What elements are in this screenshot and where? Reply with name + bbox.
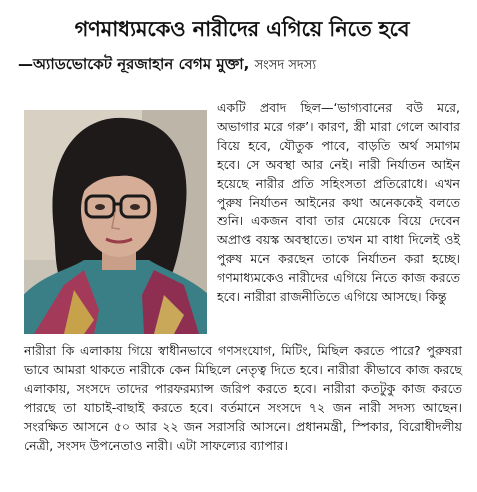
byline bbox=[18, 52, 463, 78]
portrait-illustration bbox=[24, 110, 207, 334]
byline-name: অ্যাডভোকেট নূরজাহান বেগম মুক্তা, bbox=[33, 55, 250, 73]
portrait-photo bbox=[24, 110, 207, 334]
byline-dash: — bbox=[18, 55, 33, 73]
byline-role: সংসদ সদস্য bbox=[254, 58, 317, 73]
article-body-top: একটি প্রবাদ ছিল—‘ভাগ্যবানের বউ মরে, অভাগার মরে গরু’। কারণ, স্ত্রী মারা গেলে আবার বিয়ে হবে, যৌতুক পাবে, বাড়তি অর্থ সমাগম হবে। সে অবস্থা আর নেই। নারী নির্যাতন আইন হয়েছে নারীর প্রতি সহিংসতা প্রতিরোধে। এখন পুরুষ নির্যাতন আইনের কথা অনেককেই বলতে শুনি। একজন বাবা তার মেয়েকে বিয়ে দেবেন অপ্রাপ্ত বয়স্ক অবস্থাতে। তখন মা বাধা দিলেই ওই পুরুষ মনে করছেন তাকে নির্যাতন করা হচ্ছে। গণমাধ্যমকেও নারীদের এগিয়ে নিতে কাজ করতে হবে। নারীরা রাজনীতিতে এগিয়ে আসছে। কিন্তু bbox=[217, 100, 460, 305]
headline: গণমাধ্যমকেও নারীদের এগিয়ে নিতে হবে bbox=[74, 17, 410, 41]
article-body-bottom: নারীরা কি এলাকায় গিয়ে স্বাধীনভাবে গণসংযোগ, মিটিং, মিছিল করতে পারে? পুরুষরা ভাবে আমরা থাকতে নারীকে কেন মিছিলে নেতৃত্ব দিতে হবে। নারীরা কীভাবে কাজ করছে এলাকায়, সংসদে তাদের পারফরম্যান্স জরিপ করতে হবে। নারীরা কতটুকু কাজ করতে পারছে তা যাচাই-বাছাই করতে হবে। বর্তমানে সংসদে ৭২ জন নারী সদস্য আছেন। সংরক্ষিত আসনে ৫০ আর ২২ জন সরাসরি আসনে। প্রধানমন্ত্রী, স্পিকার, বিরোধীদলীয় নেত্রী, সংসদ উপনেতাও নারী। এটা সাফল্যের ব্যাপার। bbox=[24, 343, 462, 453]
